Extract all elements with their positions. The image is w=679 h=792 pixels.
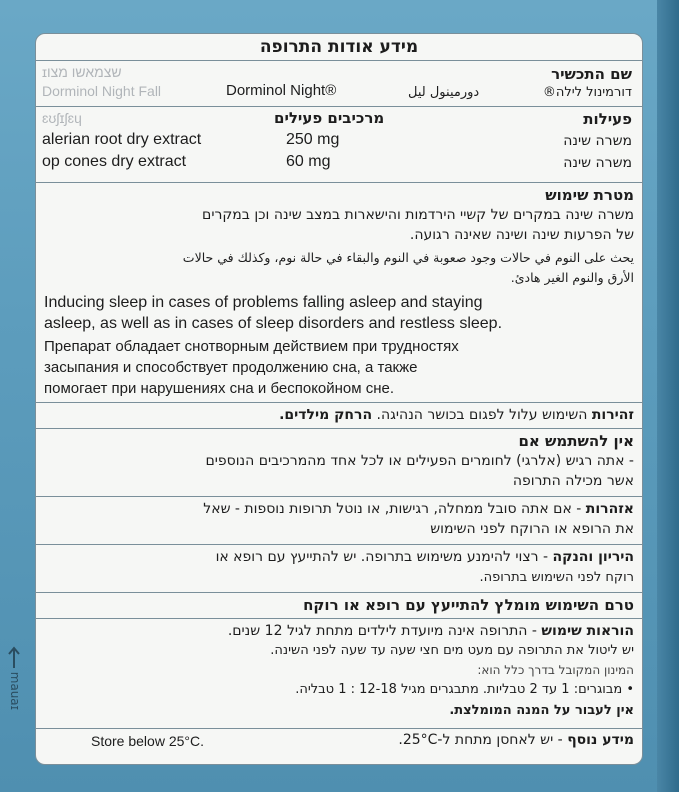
package-side-edge xyxy=(657,0,679,792)
arrow-up-icon xyxy=(6,640,22,710)
ingredient-dose: 60 mg xyxy=(286,153,331,170)
warnings-section xyxy=(36,497,642,545)
purpose-russian-line: засыпания и способствует продолжению сна, а также xyxy=(44,359,418,376)
purpose-section xyxy=(36,183,642,403)
consult-text: טרם השימוש מומלץ להתייעץ עם רופא או רוקח xyxy=(303,596,634,614)
directions-line: אין לעבור על המנה המומלצת. xyxy=(449,703,634,718)
ingredient-dose: 250 mg xyxy=(286,131,340,148)
more-info-section xyxy=(36,729,642,759)
pregnancy-text: - רצוי להימנע משימוש בתרופה. יש להתייעץ עם רופא או xyxy=(215,549,549,565)
storage-english: Store below 25°C. xyxy=(91,733,204,749)
caution-line xyxy=(279,407,634,423)
directions-label: הוראות שימוש xyxy=(541,623,634,639)
warnings-line: את הרופא או הרוקח לפני השימוש xyxy=(430,521,634,537)
page-title: מידע אודות התרופה xyxy=(36,34,642,61)
directions-line: • מבוגרים: 1 עד 2 טבליות. מתבגרים מגיל 12-18 : 1 טבליה. xyxy=(295,682,634,697)
faded-print-bottom: Dorminol Night Fall xyxy=(42,83,162,99)
side-mark-text: ɪɐnɐɯ xyxy=(7,671,21,710)
directions-text: - התרופה אינה מיועדת לילדים מתחת לגיל 12 שנים. xyxy=(227,623,537,639)
consult-section xyxy=(36,593,642,619)
ingredient-activity: משרה שינה xyxy=(563,133,632,149)
faded-print: ɛʊʃɪʃɛɥ xyxy=(42,110,82,126)
product-name-hebrew: דורמינול לילה® xyxy=(542,85,632,100)
drug-info-panel xyxy=(35,33,643,765)
purpose-russian-line: помогает при нарушениях сна и беспокойном сне. xyxy=(44,380,395,397)
caution-bold-text: הרחק מילדים. xyxy=(279,407,373,423)
warnings-label: אזהרות xyxy=(585,501,634,517)
warnings-line xyxy=(203,501,634,517)
purpose-arabic-line: الأرق والنوم الغير هادئ. xyxy=(510,270,634,285)
more-info-text: - יש לאחסן מתחת ל-25°C. xyxy=(398,732,563,748)
directions-line: המינון המקובל בדרך כלל הוא: xyxy=(477,663,634,677)
contraindications-title: אין להשתמש אם xyxy=(518,432,634,450)
product-name-latin: Dorminol Night® xyxy=(226,82,337,99)
pregnancy-line xyxy=(216,549,634,565)
activity-label: פעילות xyxy=(583,110,632,128)
ingredient-activity: משרה שינה xyxy=(563,155,632,171)
active-ingredients-label: מרכיבים פעילים xyxy=(274,109,385,127)
directions-line xyxy=(228,623,634,639)
contraindications-line: אשר מכילה התרופה xyxy=(512,473,634,489)
directions-section xyxy=(36,619,642,729)
warnings-text: - אם אתה סובל ממחלה, רגישות, או נוטל תרופות נוספות - שאל xyxy=(203,501,582,517)
ingredient-name: op cones dry extract xyxy=(42,153,187,170)
ingredient-name: alerian root dry extract xyxy=(42,131,202,148)
purpose-arabic-line: يحث على النوم في حالات وجود صعوبة في النوم والبقاء في حالة نوم، وكذلك في حالات xyxy=(182,250,634,265)
more-info-line xyxy=(398,732,634,748)
side-arrow-mark xyxy=(6,640,22,710)
purpose-label: מטרת שימוש xyxy=(545,186,634,204)
pregnancy-label: היריון והנקה xyxy=(552,549,634,565)
ingredients-section xyxy=(36,107,642,183)
purpose-english-line: Inducing sleep in cases of problems falling asleep and staying xyxy=(44,294,483,311)
purpose-russian-line: Препарат обладает снотворным действием при трудностях xyxy=(44,338,459,355)
purpose-hebrew-line: משרה שינה במקרים של קשיי הירדמות והישארות במצב שינה וכן במקרים xyxy=(202,207,634,223)
product-name-label: שם התכשיר xyxy=(551,65,632,83)
contraindications-line: - אתה רגיש (אלרגי) לחומרים הפעילים או לכל אחד מהמרכיבים הנוספים xyxy=(205,453,634,469)
faded-print-top: ɪשצמאשו מצו xyxy=(42,64,122,80)
product-name-arabic: دورمينول ليل xyxy=(408,85,480,100)
contraindications-section xyxy=(36,429,642,497)
purpose-english-line: asleep, as well as in cases of sleep disorders and restless sleep. xyxy=(44,315,503,332)
pregnancy-line: רוקח לפני השימוש בתרופה. xyxy=(479,570,634,585)
purpose-hebrew-line: של הפרעות שינה ושינה שאינה רגועה. xyxy=(409,227,634,243)
directions-line: יש ליטול את התרופה עם מעט מים חצי שעה עד שעה לפני השינה. xyxy=(270,643,634,658)
caution-section xyxy=(36,403,642,429)
caution-text: השימוש עלול לפגום בכושר הנהיגה. xyxy=(376,407,588,423)
product-name-row xyxy=(36,61,642,107)
more-info-label: מידע נוסף xyxy=(567,732,634,748)
pregnancy-section xyxy=(36,545,642,593)
caution-label: זהירות xyxy=(591,407,634,423)
